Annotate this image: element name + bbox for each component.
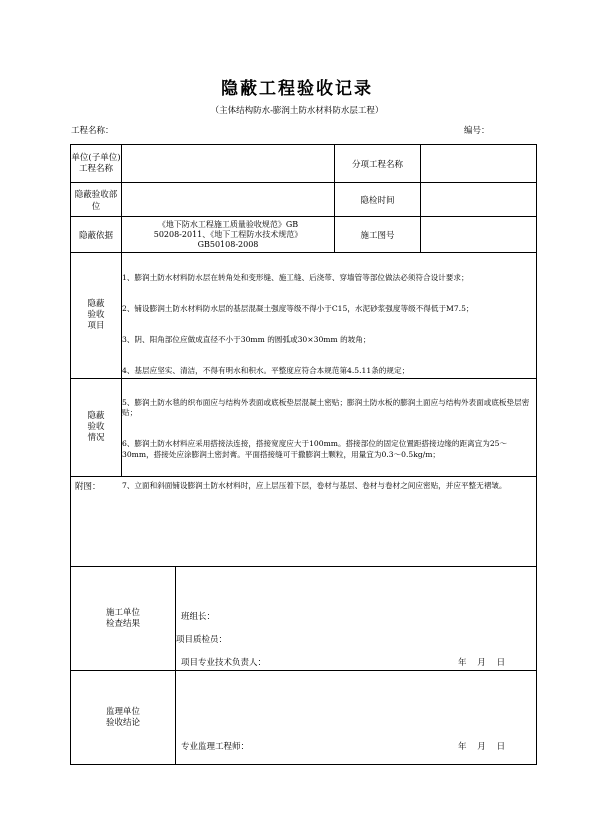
drawing-no-label: 施工图号 <box>360 230 395 241</box>
construction-label: 施工单位 检查结果 <box>105 607 140 629</box>
supervisor-label: 专业监理工程师： <box>181 742 250 752</box>
inspection-time-label: 隐检时间 <box>360 195 395 206</box>
basis-label: 隐蔽依据 <box>78 230 113 241</box>
situation-field[interactable] <box>122 379 536 476</box>
subproject-value-field[interactable] <box>421 145 536 182</box>
date-label: 年 月 日 <box>458 658 506 668</box>
inspection-time-field[interactable] <box>421 183 536 216</box>
serial-no-label: 编号： <box>464 126 490 136</box>
unit-value-field[interactable] <box>122 145 334 182</box>
list-item: 7、立面和斜面铺设膨润土防水材料时，应上层压着下层，卷材与基层、卷材与卷材之间应密贴，并应平整无褶皱。 <box>122 480 507 490</box>
form-subtitle: （主体结构防水-膨润土防水材料防水层工程） <box>210 106 384 116</box>
qc-label: 项目质检员： <box>176 635 228 645</box>
attachment-label: 附图： <box>75 482 101 492</box>
list-item: 2、铺设膨润土防水材料防水层的基层混凝土强度等级不得小于C15，水泥砂浆强度等级不得低于M7.5； <box>122 304 474 314</box>
supervision-label: 监理单位 验收结论 <box>105 706 140 728</box>
list-item: 1、膨润土防水材料防水层在转角处和变形缝、施工缝、后浇带、穿墙管等部位做法必须符合设计要求； <box>122 272 469 282</box>
project-name-label: 工程名称： <box>71 126 114 136</box>
date-label-2: 年 月 日 <box>458 742 506 752</box>
situation-label: 隐蔽 验收 情况 <box>87 411 105 443</box>
tech-lead-label: 项目专业技术负责人： <box>181 658 267 668</box>
unit-label: 单位(子单位) 工程名称 <box>71 152 121 174</box>
form-title: 隐蔽工程验收记录 <box>221 79 373 99</box>
basis-text: 《地下防水工程施工质量验收规范》GB 50208-2011、《地下工程防水技术规范》 GB50108-2008 <box>153 219 303 249</box>
attachment-area[interactable] <box>71 494 536 566</box>
drawing-no-field[interactable] <box>421 217 536 252</box>
concealed-part-label: 隐蔽验收部位 <box>74 189 118 212</box>
list-item: 3、阴、阳角部位应做成直径不小于30mm 的圆弧或30×30mm 的坡角； <box>122 335 371 345</box>
concealed-part-field[interactable] <box>122 183 334 216</box>
team-leader-label: 班组长： <box>181 612 216 622</box>
list-item: 5、膨润土防水毯的织布面应与结构外表面或底板垫层混凝土密贴；膨润土防水板的膨润土面应与结构外表面或底板垫层密贴； <box>122 397 530 418</box>
list-item: 6、膨润土防水材料应采用搭接法连接，搭接宽度应大于100mm。搭接部位的固定位置距搭接边缘的距离宜为25～30mm，搭接处应涂膨润土密封膏。平面搭接缝可干撒膨润土颗粒，用量宜为0.3～0.5kg/m； <box>122 439 508 459</box>
items-label: 隐蔽 验收 项目 <box>87 299 105 331</box>
subproject-label: 分项工程名称 <box>351 159 403 170</box>
list-item: 4、基层应坚实、清洁，不得有明水和积水。平整度应符合本规范第4.5.11条的规定； <box>122 366 410 376</box>
